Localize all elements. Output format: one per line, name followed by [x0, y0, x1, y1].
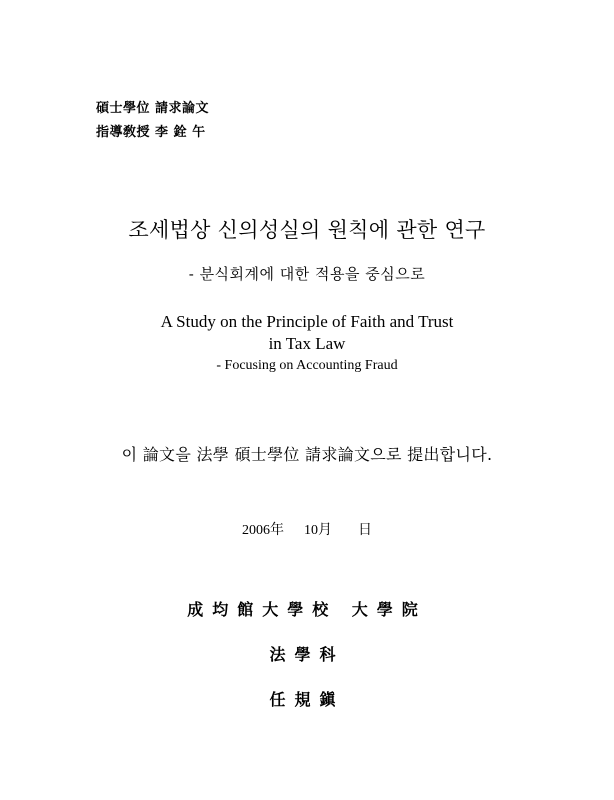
korean-subtitle: - 분식회계에 대한 적용을 중심으로	[188, 265, 426, 283]
school-name: 成均館大學校 大學院	[187, 600, 427, 619]
submission-date	[0, 519, 614, 539]
degree-request-line: 碩士學位 請求論文	[96, 101, 210, 116]
author-name: 任規鎭	[269, 690, 345, 709]
date-month: 10月	[304, 523, 332, 538]
english-subtitle: - Focusing on Accounting Fraud	[216, 358, 398, 373]
korean-title: 조세법상 신의성실의 원칙에 관한 연구	[128, 218, 486, 242]
date-year: 2006年	[242, 523, 284, 538]
advisor-line: 指導敎授 李 銓 午	[96, 125, 206, 140]
english-title-line-1: A Study on the Principle of Faith and Trust	[160, 312, 454, 331]
date-day: 日	[358, 523, 372, 538]
department-name: 法學科	[269, 645, 345, 664]
submission-statement: 이 論文을 法學 碩士學位 請求論文으로 提出합니다.	[121, 445, 493, 464]
english-title-line-2: in Tax Law	[268, 334, 346, 353]
